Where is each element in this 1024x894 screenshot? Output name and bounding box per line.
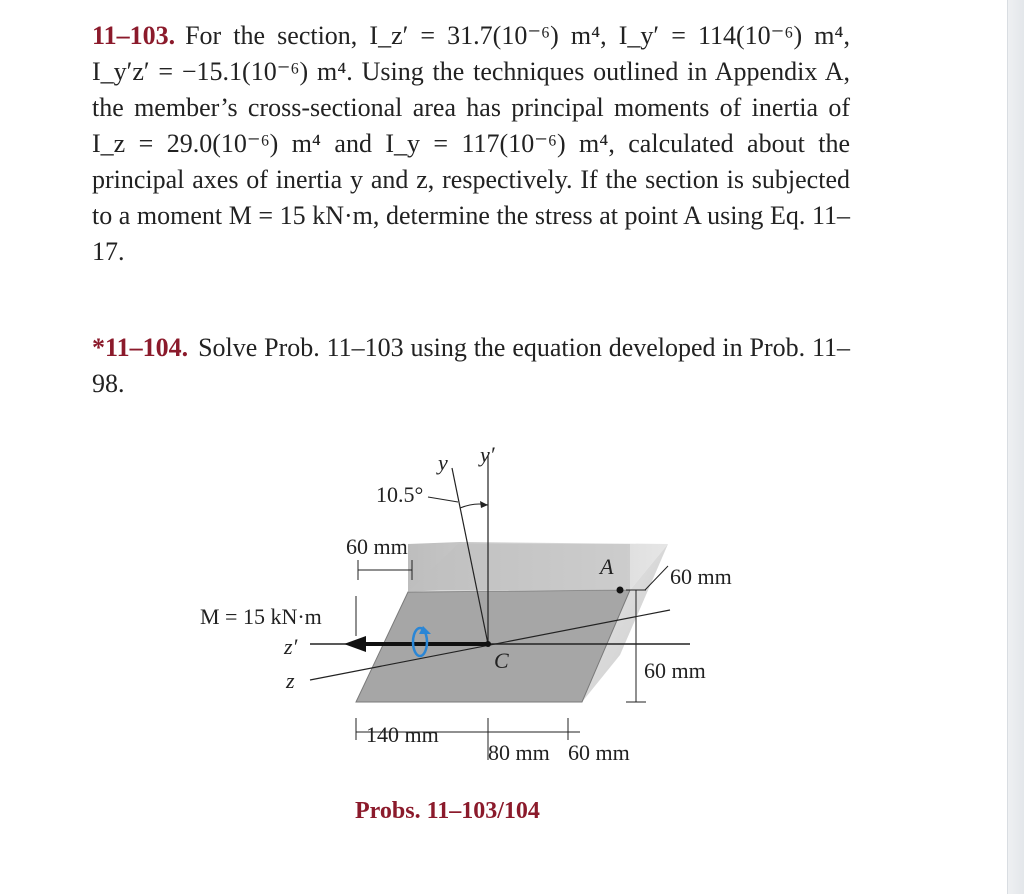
dim-top-left-label: 60 mm — [346, 534, 408, 559]
cross-section-figure — [190, 440, 770, 780]
figure-svg — [190, 440, 770, 780]
dim-bottom-right-label: 60 mm — [568, 740, 630, 765]
problem-text: For the section, I_z′ = 31.7(10⁻⁶) m⁴, I_y′ = 114(10⁻⁶) m⁴, I_y′z′ = −15.1(10⁻⁶) m⁴. Using the techniques outlined in Appendix A, the member’s cross-sectional area has principal moments of inertia of I_z = 29.0(10⁻⁶) m⁴ and I_y = 117(10⁻⁶) m⁴, calculated about the principal axes of inertia y and z, respectively. If the section is subjected to a moment M = 15 kN·m, determine the stress at point A using Eq. 11–17. — [92, 21, 850, 266]
point-c-label: C — [494, 648, 509, 673]
centroid-dot — [485, 641, 491, 647]
angle-arrow — [480, 501, 488, 508]
dim-bottom-mid-label: 80 mm — [488, 740, 550, 765]
problem-number: 11–103. — [92, 21, 176, 50]
dim-right-side-label: 60 mm — [644, 658, 706, 683]
problem-11-103 — [92, 18, 850, 270]
y-prime-axis-label: y′ — [480, 442, 495, 467]
z-prime-label: z′ — [284, 634, 298, 659]
dim-right-top-label: 60 mm — [670, 564, 732, 589]
y-axis-label: y — [438, 450, 448, 475]
z-label: z — [286, 668, 295, 693]
figure-caption: Probs. 11–103/104 — [355, 798, 540, 824]
page-edge-bar — [1007, 0, 1024, 894]
angle-label: 10.5° — [376, 482, 424, 507]
angle-leader — [428, 497, 458, 502]
point-a-dot — [617, 587, 624, 594]
moment-label: M = 15 kN·m — [200, 604, 322, 629]
problem-number: *11–104. — [92, 333, 189, 362]
dim-bottom-left-label: 140 mm — [366, 722, 439, 747]
point-a-label: A — [600, 554, 614, 579]
problem-text: Solve Prob. 11–103 using the equation developed in Prob. 11–98. — [92, 333, 850, 398]
problem-11-104 — [92, 330, 850, 402]
moment-arrow-head — [344, 636, 366, 652]
